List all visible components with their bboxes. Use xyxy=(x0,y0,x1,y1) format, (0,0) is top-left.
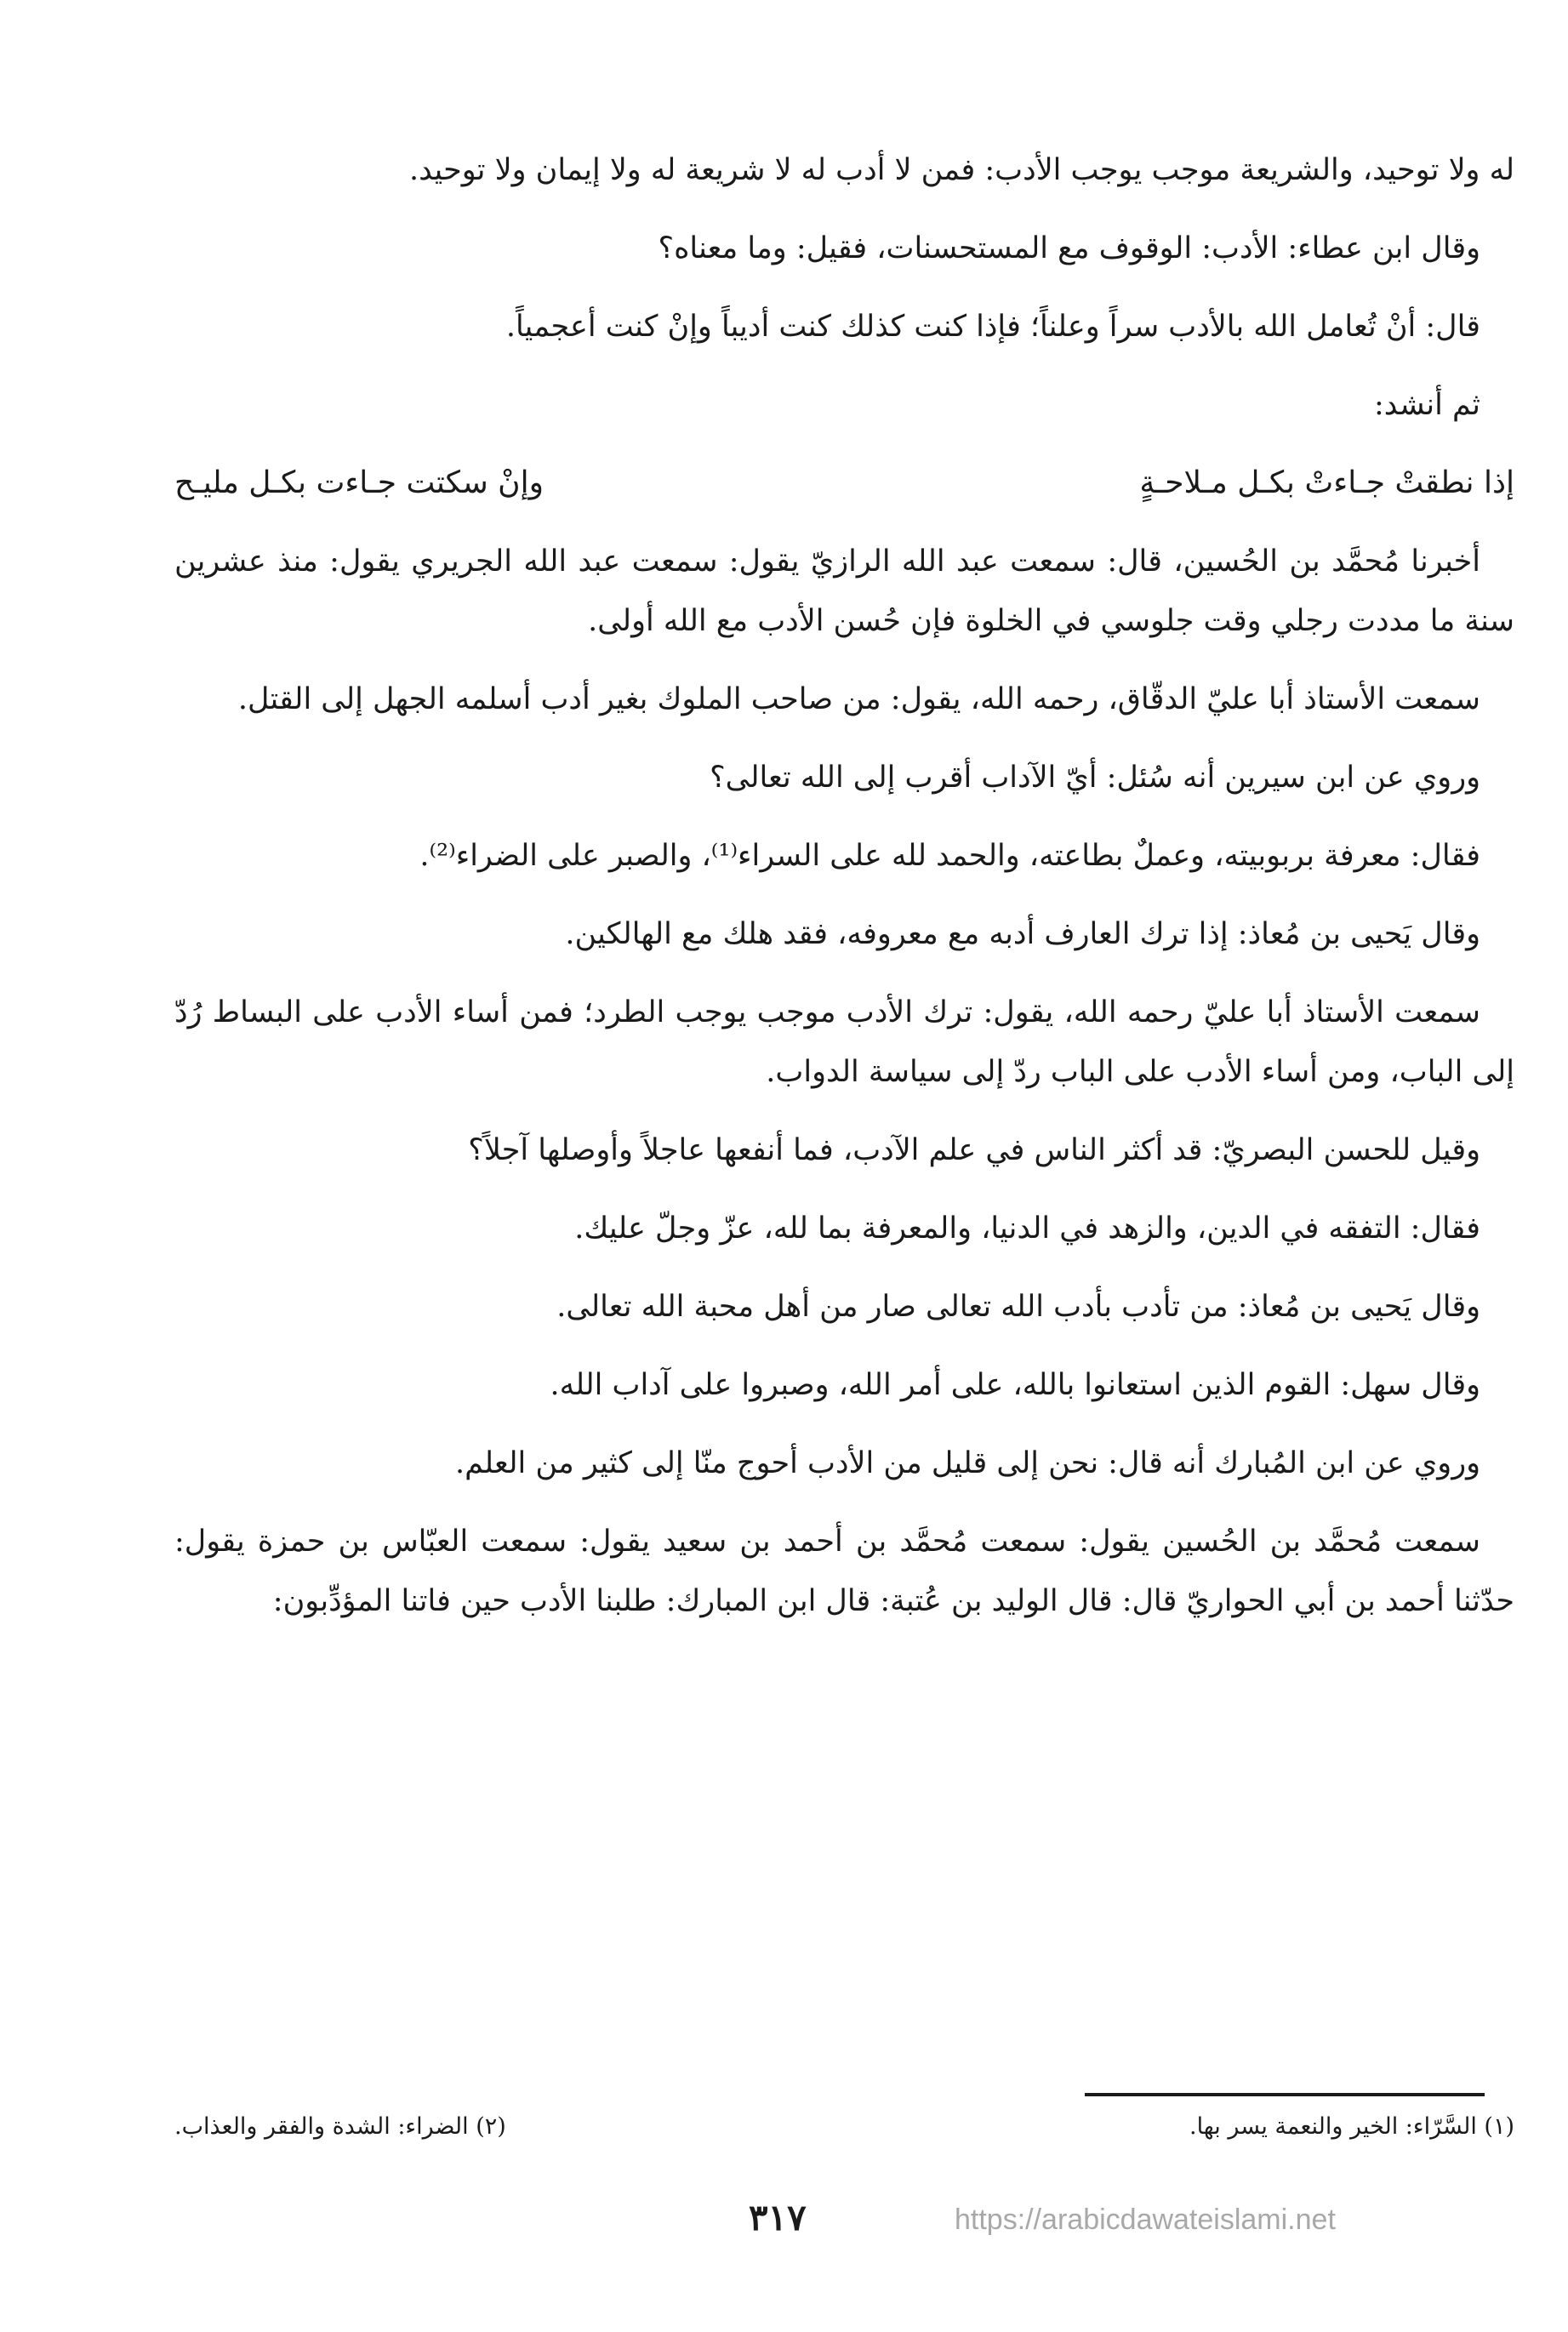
paragraph: فقال: التفقه في الدين، والزهد في الدنيا، والمعرفة بما لله، عزّ وجلّ عليك. xyxy=(574,1212,1480,1246)
footnote-divider xyxy=(1085,2093,1485,2096)
paragraph: سمعت الأستاذ أبا عليّ رحمه الله، يقول: ترك الأدب موجب يوجب الطرد؛ فمن أساء الأدب على البساط رُدّ إلى الباب، ومن أساء الأدب على الباب ردّ إلى سياسة الدواب. xyxy=(174,995,1514,1089)
paragraph: وقال ابن عطاء: الأدب: الوقوف مع المستحسنات، فقيل: وما معناه؟ xyxy=(658,231,1480,265)
paragraph: وقيل للحسن البصريّ: قد أكثر الناس في علم الآدب، فما أنفعها عاجلاً وأوصلها آجلاً؟ xyxy=(468,1133,1480,1167)
paragraph: وروي عن ابن سيرين أنه سُئل: أيّ الآداب أقرب إلى الله تعالى؟ xyxy=(710,761,1480,795)
paragraph: فقال: معرفة بربوبيته، وعملٌ بطاعته، والحمد لله على السراء⁽¹⁾، والصبر على الضراء⁽²⁾. xyxy=(419,839,1480,873)
footnote-2: (٢) الضراء: الشدة والفقر والعذاب. xyxy=(174,2113,506,2140)
poem-hemistich-first: إذا نطقتْ جـاءتْ بكـل مـلاحـةٍ xyxy=(1139,465,1514,500)
footnote-1: (١) السَّرّاء: الخير والنعمة يسر بها. xyxy=(1189,2113,1514,2140)
paragraph: وروي عن ابن المُبارك أنه قال: نحن إلى قليل من الأدب أحوج منّا إلى كثير من العلم. xyxy=(454,1446,1480,1480)
paragraph: وقال سهل: القوم الذين استعانوا بالله، على أمر الله، وصبروا على آداب الله. xyxy=(550,1368,1480,1402)
page-body xyxy=(174,140,1514,1650)
paragraph: له ولا توحيد، والشريعة موجب يوجب الأدب: فمن لا أدب له لا شريعة له ولا إيمان ولا توحيد. xyxy=(409,153,1514,187)
paragraph: أخبرنا مُحمَّد بن الحُسين، قال: سمعت عبد الله الرازيّ يقول: سمعت عبد الله الجريري يقول: منذ عشرين سنة ما مددت رجلي وقت جلوسي في الخلوة فإن حُسن الأدب مع الله أولى. xyxy=(174,545,1514,638)
paragraph: ثم أنشد: xyxy=(1373,388,1480,422)
footnotes xyxy=(174,2110,1514,2144)
poem-verse xyxy=(174,453,1514,513)
paragraph: سمعت الأستاذ أبا عليّ الدقّاق، رحمه الله، يقول: من صاحب الملوك بغير أدب أسلمه الجهل إلى القتل. xyxy=(237,682,1480,716)
paragraph: وقال يَحيى بن مُعاذ: إذا ترك العارف أدبه مع معروفه، فقد هلك مع الهالكين. xyxy=(565,917,1480,951)
page-number: ٣١٧ xyxy=(749,2197,807,2238)
paragraph: قال: أنْ تُعامل الله بالأدب سراً وعلناً؛ فإذا كنت كذلك كنت أديباً وإنْ كنت أعجمياً. xyxy=(505,310,1480,344)
watermark-link[interactable]: https://arabicdawateislami.net xyxy=(955,2204,1336,2236)
paragraph: سمعت مُحمَّد بن الحُسين يقول: سمعت مُحمَّد بن أحمد بن سعيد يقول: سمعت العبّاس بن حمزة يقول: حدّثنا أحمد بن أبي الحواريّ قال: قال الوليد بن عُتبة: قال ابن المبارك: طلبنا الأدب حين فاتنا المؤدِّبون: xyxy=(174,1525,1514,1618)
poem-hemistich-second: وإنْ سكتت جـاءت بكـل مليـح xyxy=(174,465,545,500)
paragraph: وقال يَحيى بن مُعاذ: من تأدب بأدب الله تعالى صار من أهل محبة الله تعالى. xyxy=(556,1290,1480,1324)
